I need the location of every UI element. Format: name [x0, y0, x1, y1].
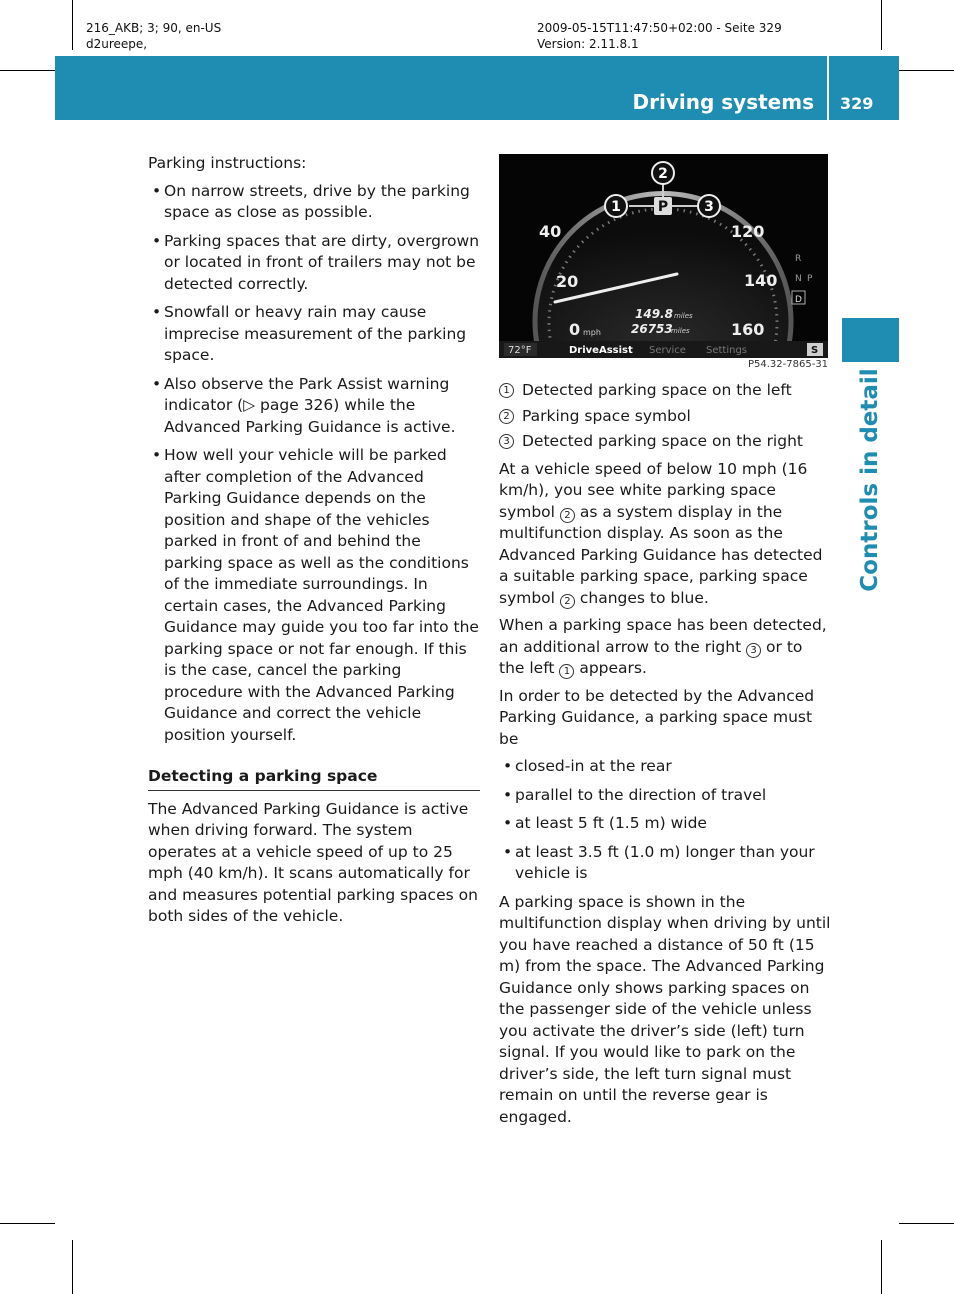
dial-label: 160	[731, 320, 765, 339]
list-item: • How well your vehicle will be parked after completion of the Advanced Parking Guidance depends on the position and shape of the vehicles parked in front of and behind the parking space as well as the conditions of the immediate surroundings. In certain cases, the Advanced Parking Guidance may guide you too far into the parking space or not far enough. If this is the case, cancel the parking procedure with the Advanced Parking Guidance and correct the vehicle position yourself.	[148, 445, 480, 746]
legend-number: 3	[499, 434, 514, 449]
legend-number: 1	[499, 383, 514, 398]
odometer-unit: miles	[671, 327, 690, 335]
print-meta-left	[86, 20, 221, 52]
header-separator	[827, 56, 829, 120]
section-paragraph: The Advanced Parking Guidance is active when driving forward. The system operates at a vehicle speed of up to 25 mph (40 km/h). It scans automatically for and measures potential parking spaces on both sides of the vehicle.	[148, 799, 478, 925]
text-run: appears.	[579, 659, 647, 677]
legend-text: Parking space symbol	[522, 406, 691, 425]
requirements-list	[499, 756, 831, 885]
dial-label: 140	[744, 271, 778, 290]
list-item: • Also observe the Park Assist warning indicator (▷ page 326) while the Advanced Parking Guidance is active.	[148, 374, 480, 439]
parking-instructions-list	[148, 181, 480, 747]
inline-number: 2	[560, 594, 575, 609]
callout-1-label: 1	[611, 199, 621, 215]
gear-r: R	[795, 254, 802, 264]
odometer: 26753	[631, 322, 673, 336]
list-item: • closed-in at the rear	[499, 756, 831, 778]
paragraph-arrow	[499, 615, 831, 680]
page-number: 329	[840, 94, 874, 113]
crop-mark	[0, 1223, 55, 1224]
callout-2-label: 2	[658, 166, 668, 182]
paragraph-display: A parking space is shown in the multifunction display when driving by until you have reached a distance of 50 ft (15 m) from the space. The Advanced Parking Guidance only shows parking spaces on the passenger side of the vehicle unless you activate the driver’s side (left) turn signal. If you would like to park on the driver’s side, the left turn signal must remain on until the reverse gear is engaged.	[499, 892, 831, 1126]
menu-driveassist: DriveAssist	[569, 345, 633, 356]
crop-mark	[72, 0, 73, 50]
meta-right-line1: 2009-05-15T11:47:50+02:00 - Seite 329	[537, 21, 782, 35]
chapter-label	[820, 368, 920, 592]
crop-mark	[72, 1240, 73, 1294]
outside-temp: 72°F	[508, 345, 532, 356]
legend-item	[499, 431, 831, 453]
legend-item	[499, 380, 831, 402]
instrument-cluster-figure	[499, 154, 828, 358]
menu-end: S	[811, 345, 819, 356]
section-title: Driving systems	[632, 90, 814, 114]
figure-code: P54.32-7865-31	[748, 359, 829, 370]
list-item: • Snowfall or heavy rain may cause imprecise measurement of the parking space.	[148, 302, 480, 367]
legend-text: Detected parking space on the right	[522, 432, 803, 450]
chapter-label-text: Controls in detail	[857, 368, 883, 592]
legend-number: 2	[499, 409, 514, 424]
paragraph-requirements: In order to be detected by the Advanced Parking Guidance, a parking space must be	[499, 686, 815, 748]
section-heading: Detecting a parking space	[148, 766, 480, 791]
figure-legend	[499, 380, 831, 453]
parking-instructions-intro: Parking instructions:	[148, 154, 307, 172]
text-run: changes to blue.	[579, 588, 709, 607]
list-item: • Parking spaces that are dirty, overgrown or located in front of trailers may not be detected correctly.	[148, 231, 480, 296]
list-item: • On narrow streets, drive by the parking space as close as possible.	[148, 181, 480, 224]
legend-text: Detected parking space on the left	[522, 381, 792, 399]
crop-mark	[881, 0, 882, 50]
list-item: • parallel to the direction of travel	[499, 785, 831, 807]
dial-label: 20	[556, 272, 579, 291]
crop-mark	[881, 1240, 882, 1294]
text-run: as a system display in the multifunction display. As soon as the Advanced Parking Guidance has detected a suitable parking space, parking space symbol	[499, 502, 823, 607]
paragraph-speed	[499, 459, 831, 610]
right-column	[499, 380, 831, 1134]
inline-number: 3	[746, 643, 761, 658]
print-meta-right	[537, 20, 782, 52]
dial-label: 120	[731, 222, 765, 241]
trip-meter: 149.8	[635, 307, 673, 321]
list-item: • at least 3.5 ft (1.0 m) longer than your vehicle is	[499, 842, 831, 885]
cluster-svg	[499, 154, 828, 358]
text-run: At a vehicle speed of below 10 mph (16 km/h), you see white parking space symbol	[499, 459, 808, 521]
gear-d: D	[795, 295, 802, 305]
parking-symbol-letter: P	[657, 199, 669, 215]
dial-unit: mph	[583, 328, 601, 337]
crop-mark	[0, 70, 55, 71]
gear-p: P	[807, 274, 813, 284]
meta-left-line2: d2ureepe,	[86, 37, 148, 51]
text-run: or to the left	[499, 637, 803, 677]
gear-n: N	[795, 274, 802, 284]
left-column	[148, 153, 480, 934]
crop-mark	[899, 70, 954, 71]
menu-settings: Settings	[706, 345, 748, 356]
trip-unit: miles	[674, 312, 693, 320]
list-item: • at least 5 ft (1.5 m) wide	[499, 813, 831, 835]
menu-service: Service	[649, 345, 686, 356]
inline-number: 1	[559, 664, 574, 679]
meta-left-line1: 216_AKB; 3; 90, en-US	[86, 21, 222, 35]
legend-item	[499, 406, 831, 428]
callout-3-label: 3	[704, 199, 714, 215]
dial-label: 40	[539, 222, 562, 241]
chapter-tab	[842, 318, 899, 362]
inline-number: 2	[560, 508, 575, 523]
crop-mark	[899, 1223, 954, 1224]
dial-label: 0	[569, 320, 581, 339]
text-run: When a parking space has been detected, an additional arrow to the right	[499, 616, 827, 656]
meta-right-line2: Version: 2.11.8.1	[537, 37, 639, 51]
